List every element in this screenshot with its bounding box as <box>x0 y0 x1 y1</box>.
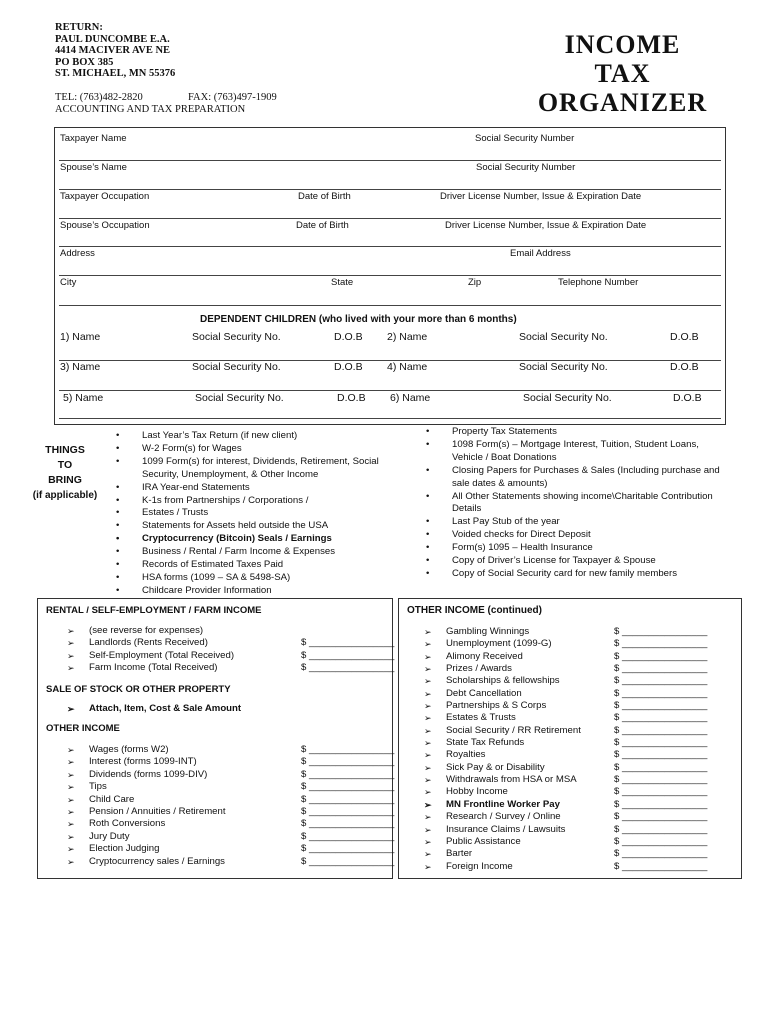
list-item <box>116 520 416 533</box>
spouse-name-label: Spouse’s Name <box>60 162 127 173</box>
sale-list <box>67 703 387 716</box>
income-row <box>67 806 395 818</box>
list-item <box>426 555 726 568</box>
income-label: Farm Income (Total Received) <box>89 661 218 673</box>
dependent-1-dob-label: D.O.B <box>334 331 363 343</box>
income-row <box>67 625 387 637</box>
return-line: ST. MICHAEL, MN 55376 <box>55 68 176 79</box>
list-item <box>426 491 726 517</box>
list-item <box>116 430 416 443</box>
amount-field[interactable]: $ ________________ <box>614 761 708 773</box>
amount-field[interactable]: $ ________________ <box>614 786 708 798</box>
dependent-5-name-label: 5) Name <box>63 392 104 404</box>
income-label: Prizes / Awards <box>446 663 512 675</box>
list-item <box>116 546 416 559</box>
income-label: Research / Survey / Online <box>446 811 561 823</box>
list-item <box>426 568 726 581</box>
list-item <box>426 516 726 529</box>
income-label: Jury Duty <box>89 830 130 842</box>
list-item-text: Copy of Driver’s License for Taxpayer & Spouse <box>452 555 656 567</box>
income-row <box>424 638 739 650</box>
income-label: Dividends (forms 1099-DIV) <box>89 768 208 780</box>
taxpayer-name-label: Taxpayer Name <box>60 133 127 144</box>
list-item-text: K-1s from Partnerships / Corporations / <box>142 494 309 506</box>
list-item <box>426 439 726 465</box>
amount-field[interactable]: $ ________________ <box>301 843 395 855</box>
things-to-bring-right-list <box>426 426 726 581</box>
return-line: 4414 MACIVER AVE NE <box>55 45 171 56</box>
list-item <box>426 529 726 542</box>
address-field[interactable] <box>59 275 721 276</box>
list-item <box>116 495 416 508</box>
email-label: Email Address <box>510 248 571 259</box>
list-item-text: Last Pay Stub of the year <box>452 516 560 528</box>
income-row <box>67 649 395 662</box>
things-label-line: THINGS <box>45 444 85 456</box>
amount-field[interactable]: $ ________________ <box>301 649 395 661</box>
sale-section-title: SALE OF STOCK OR OTHER PROPERTY <box>46 684 231 695</box>
income-label: Tips <box>89 781 107 793</box>
income-row <box>67 768 395 781</box>
income-row <box>67 855 395 868</box>
income-label: Landlords (Rents Received) <box>89 637 208 649</box>
income-row <box>424 626 739 638</box>
list-item <box>116 533 416 546</box>
other-income-continued-list <box>424 626 739 873</box>
dependent-row-3-field[interactable] <box>59 418 721 419</box>
income-label: Sick Pay & or Disability <box>446 761 545 773</box>
income-label: Cryptocurrency sales / Earnings <box>89 855 225 867</box>
income-row <box>424 675 739 687</box>
other-income-list <box>67 744 395 868</box>
income-label: Estates & Trusts <box>446 712 516 724</box>
tagline: ACCOUNTING AND TAX PREPARATION <box>55 104 246 115</box>
amount-field[interactable]: $ ________________ <box>614 737 708 749</box>
amount-field[interactable]: $ ________________ <box>614 675 708 687</box>
income-label: Hobby Income <box>446 786 508 798</box>
dob-label: Date of Birth <box>298 191 351 202</box>
income-label: Royalties <box>446 749 486 761</box>
income-row <box>424 799 739 811</box>
income-row <box>424 786 739 798</box>
income-label: Debt Cancellation <box>446 687 522 699</box>
list-item <box>116 572 416 585</box>
list-item-text: Voided checks for Direct Deposit <box>452 529 591 541</box>
list-item-text: Property Tax Statements <box>452 426 557 437</box>
income-label: (see reverse for expenses) <box>89 625 204 636</box>
amount-field[interactable]: $ ________________ <box>301 818 395 830</box>
list-item-text: W-2 Form(s) for Wages <box>142 442 242 454</box>
amount-field[interactable]: $ ________________ <box>614 687 708 699</box>
spouse-occupation-field[interactable] <box>59 246 721 247</box>
things-label-line: (if applicable) <box>32 490 98 501</box>
rental-section-title: RENTAL / SELF-EMPLOYMENT / FARM INCOME <box>46 605 262 616</box>
income-row <box>424 836 739 848</box>
amount-field[interactable]: $ ________________ <box>301 768 395 780</box>
amount-field[interactable]: $ ________________ <box>614 663 708 675</box>
list-item-text: Cryptocurrency (Bitcoin) Seals / Earnings <box>142 533 332 545</box>
dependent-3-name-label: 3) Name <box>60 361 101 373</box>
driver-license-label: Driver License Number, Issue & Expiration Date <box>440 191 642 202</box>
amount-field[interactable]: $ ________________ <box>301 793 395 805</box>
income-label: Unemployment (1099-G) <box>446 638 552 650</box>
income-row <box>67 818 395 830</box>
list-item-text: IRA Year-end Statements <box>142 481 250 493</box>
income-label: Social Security / RR Retirement <box>446 724 581 736</box>
list-item-text: All Other Statements showing income\Charitable Contribution Details <box>452 490 713 515</box>
income-label: Insurance Claims / Lawsuits <box>446 823 566 835</box>
amount-field[interactable]: $ ________________ <box>301 806 395 818</box>
income-label: MN Frontline Worker Pay <box>446 798 560 810</box>
list-item-text: Form(s) 1095 – Health Insurance <box>452 542 593 554</box>
list-item-text: Copy of Social Security card for new family members <box>452 567 677 579</box>
income-row <box>67 744 395 756</box>
list-item <box>116 443 416 456</box>
spouse-ssn-label: Social Security Number <box>476 162 576 173</box>
amount-field[interactable]: $ ________________ <box>301 756 395 768</box>
list-item <box>67 703 387 716</box>
state-label: State <box>331 277 354 288</box>
income-row <box>424 811 739 823</box>
amount-field[interactable]: $ ________________ <box>614 638 708 650</box>
amount-field[interactable]: $ ________________ <box>614 712 708 724</box>
list-item-text: Last Year’s Tax Return (if new client) <box>142 430 298 441</box>
dependent-row-2-field[interactable] <box>59 390 721 391</box>
city-field[interactable] <box>59 305 721 306</box>
income-row <box>67 793 395 806</box>
income-row <box>424 861 739 873</box>
amount-field[interactable]: $ ________________ <box>614 774 708 786</box>
dependent-6-name-label: 6) Name <box>390 392 431 404</box>
page-title <box>520 30 725 117</box>
amount-field[interactable]: $ ________________ <box>614 749 708 761</box>
dependent-3-ssn-label: Social Security No. <box>192 361 281 373</box>
things-label-line: BRING <box>48 474 82 486</box>
spouse-driver-license-label: Driver License Number, Issue & Expiration Date <box>445 220 647 231</box>
list-item-text: Closing Papers for Purchases & Sales (Including purchase and sale dates & amounts) <box>452 464 720 489</box>
income-row <box>424 749 739 761</box>
dependent-5-ssn-label: Social Security No. <box>195 392 284 404</box>
sale-item-label: Attach, Item, Cost & Sale Amount <box>89 703 242 714</box>
zip-label: Zip <box>468 277 482 288</box>
dependent-6-dob-label: D.O.B <box>673 392 702 404</box>
income-row <box>424 651 739 663</box>
list-item <box>116 507 416 520</box>
amount-field[interactable]: $ ________________ <box>301 744 395 755</box>
income-label: Public Assistance <box>446 835 521 847</box>
income-row <box>424 712 739 724</box>
list-item-text: 1099 Form(s) for interest, Dividends, Retirement, Social Security, Unemployment, & Other Income <box>142 455 379 480</box>
list-item-text: Records of Estimated Taxes Paid <box>142 559 284 571</box>
things-label-line: TO <box>57 459 73 471</box>
list-item <box>116 482 416 495</box>
income-label: Barter <box>446 848 473 860</box>
income-label: Partnerships & S Corps <box>446 700 547 712</box>
dependents-title: DEPENDENT CHILDREN (who lived with your more than 6 months) <box>200 314 517 325</box>
income-row <box>424 663 739 675</box>
dependent-3-dob-label: D.O.B <box>334 361 363 373</box>
amount-field[interactable]: $ ________________ <box>301 855 395 867</box>
spouse-occupation-label: Spouse’s Occupation <box>60 220 150 231</box>
income-row <box>424 725 739 737</box>
list-item <box>116 456 416 482</box>
taxpayer-name-field[interactable] <box>59 160 721 161</box>
income-row <box>424 688 739 700</box>
amount-field[interactable]: $ ________________ <box>614 700 708 712</box>
income-row <box>67 661 395 674</box>
amount-field[interactable]: $ ________________ <box>614 848 708 860</box>
list-item <box>116 559 416 572</box>
taxpayer-info-box <box>54 127 726 425</box>
income-label: Scholarships & fellowships <box>446 675 560 687</box>
return-line: RETURN: <box>55 22 103 33</box>
list-item-text: Estates / Trusts <box>142 507 209 519</box>
title-line: ORGANIZER <box>537 88 708 117</box>
income-row <box>67 830 395 843</box>
income-label: Withdrawals from HSA or MSA <box>446 774 577 786</box>
list-item <box>426 465 726 491</box>
dependent-2-dob-label: D.O.B <box>670 331 699 343</box>
spouse-name-field[interactable] <box>59 189 721 190</box>
amount-field[interactable]: $ ________________ <box>301 830 395 842</box>
dependent-1-ssn-label: Social Security No. <box>192 331 281 343</box>
taxpayer-occupation-field[interactable] <box>59 218 721 219</box>
amount-field[interactable]: $ ________________ <box>301 781 395 793</box>
income-row <box>67 781 395 793</box>
income-label: Foreign Income <box>446 860 513 872</box>
dependent-5-dob-label: D.O.B <box>337 392 366 404</box>
income-row <box>424 774 739 786</box>
income-row <box>424 824 739 836</box>
income-label: Child Care <box>89 793 135 805</box>
list-item <box>426 426 726 439</box>
list-item-text: Statements for Assets held outside the USA <box>142 520 329 532</box>
list-item-text: HSA forms (1099 – SA & 5498-SA) <box>142 571 291 583</box>
dependent-2-ssn-label: Social Security No. <box>519 331 608 343</box>
income-label: Election Judging <box>89 843 160 855</box>
things-to-bring-label <box>22 443 108 503</box>
income-row <box>424 700 739 712</box>
address-label: Address <box>60 248 95 259</box>
list-item <box>116 585 416 598</box>
list-item-text: Business / Rental / Farm Income & Expenses <box>142 546 336 558</box>
income-row <box>67 637 395 649</box>
amount-field[interactable]: $ ________________ <box>614 811 708 823</box>
income-row <box>424 848 739 860</box>
dependent-4-dob-label: D.O.B <box>670 361 699 373</box>
income-label: Gambling Winnings <box>446 626 530 637</box>
amount-field[interactable]: $ ________________ <box>614 650 708 662</box>
title-line: TAX <box>594 59 651 88</box>
dependent-2-name-label: 2) Name <box>387 331 428 343</box>
amount-field[interactable]: $ ________________ <box>301 637 395 649</box>
dependent-6-ssn-label: Social Security No. <box>523 392 612 404</box>
other-income-continued-title: OTHER INCOME (continued) <box>407 605 542 616</box>
income-right-box <box>398 598 742 879</box>
return-line: PO BOX 385 <box>55 56 114 68</box>
title-line: INCOME <box>564 30 681 59</box>
income-label: State Tax Refunds <box>446 737 525 749</box>
return-line: PAUL DUNCOMBE E.A. <box>55 33 170 45</box>
income-row <box>67 843 395 855</box>
dependent-4-ssn-label: Social Security No. <box>519 361 608 373</box>
other-income-section-title: OTHER INCOME <box>46 723 120 734</box>
amount-field[interactable]: $ ________________ <box>614 835 708 847</box>
taxpayer-occupation-label: Taxpayer Occupation <box>60 191 150 202</box>
income-label: Pension / Annuities / Retirement <box>89 806 226 818</box>
income-label: Self-Employment (Total Received) <box>89 649 235 661</box>
income-row <box>424 762 739 774</box>
list-item <box>426 542 726 555</box>
income-row <box>424 737 739 749</box>
income-left-box <box>37 598 393 879</box>
amount-field[interactable]: $ ________________ <box>614 798 708 810</box>
amount-field[interactable]: $ ________________ <box>614 626 708 637</box>
income-row <box>67 756 395 768</box>
things-to-bring-left-list <box>116 430 416 598</box>
city-label: City <box>60 277 77 288</box>
income-label: Interest (forms 1099-INT) <box>89 756 197 768</box>
list-item-text: 1098 Form(s) – Mortgage Interest, Tuition, Student Loans, Vehicle / Boat Donations <box>452 438 699 463</box>
income-label: Roth Conversions <box>89 818 166 830</box>
amount-field[interactable]: $ ________________ <box>614 823 708 835</box>
income-label: Alimony Received <box>446 650 523 662</box>
return-address <box>55 22 175 80</box>
income-label: Wages (forms W2) <box>89 744 169 755</box>
fax-number: FAX: (763)497-1909 <box>188 92 277 103</box>
amount-field[interactable]: $ ________________ <box>301 661 395 673</box>
ssn-label: Social Security Number <box>475 133 575 144</box>
amount-field[interactable]: $ ________________ <box>614 860 708 872</box>
amount-field[interactable]: $ ________________ <box>614 724 708 736</box>
list-item-text: Childcare Provider Information <box>142 584 272 596</box>
phone-label: Telephone Number <box>558 277 639 288</box>
spouse-dob-label: Date of Birth <box>296 220 349 231</box>
dependent-1-name-label: 1) Name <box>60 331 101 343</box>
contact-info <box>55 92 277 116</box>
phone-number: TEL: (763)482-2820 <box>55 92 143 103</box>
rental-list <box>67 625 395 674</box>
dependent-4-name-label: 4) Name <box>387 361 428 373</box>
